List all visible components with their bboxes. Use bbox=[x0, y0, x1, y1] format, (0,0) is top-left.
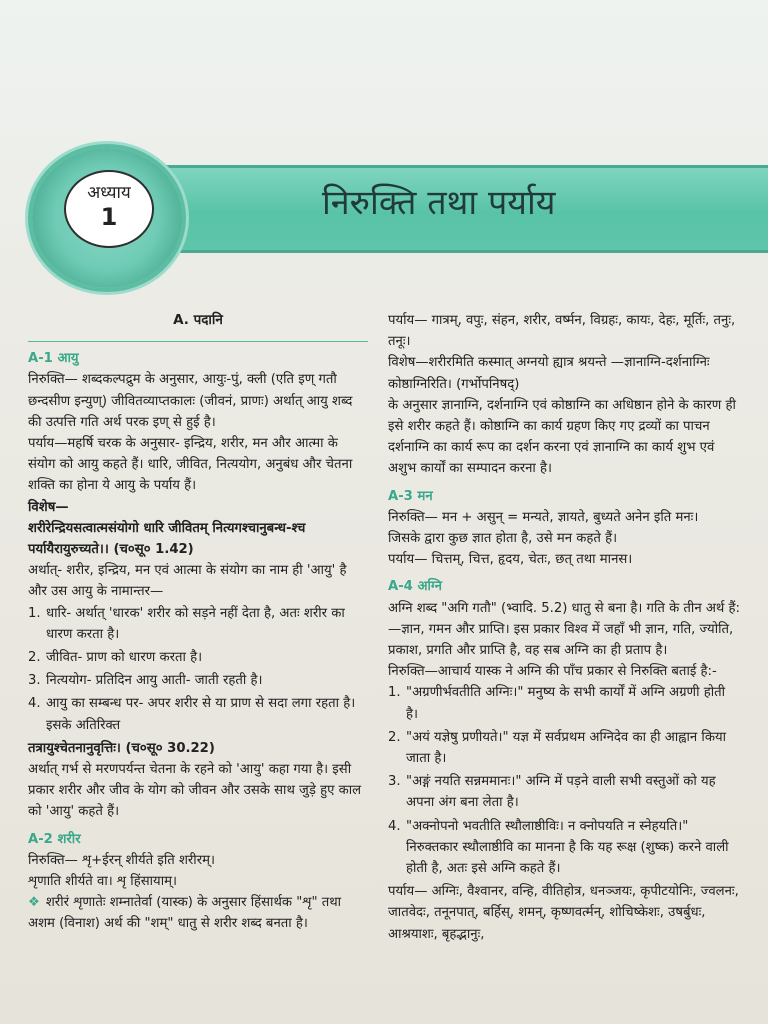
sharir-line2: शृणाति शीर्यते वा। शृ हिंसायाम्। bbox=[28, 874, 177, 890]
list-text: "अग्रणीर्भवतीति अग्निः।" मनुष्य के सभी कार्यों में अग्नि अग्रणी होती है। bbox=[406, 685, 726, 722]
man-paryay: पर्याय— चित्तम्, चित्त, हृदय, चेतः, छत् तथा मानस। bbox=[388, 552, 633, 568]
list-number: 2. bbox=[28, 650, 41, 666]
man-line2: जिसके द्वारा कुछ ज्ञात होता है, उसे मन कहते हैं। bbox=[388, 531, 618, 547]
list-text: "अक्नोपनो भवतीति स्थौलाष्ठीविः। न क्नोपयति न स्नेहयति।" निरुक्तकार स्थौलाष्ठीवि का मानना है कि यह रूक्ष (शुष्क) करने वाली होती है, अतः इसे अग्नि कहते हैं। bbox=[406, 818, 729, 877]
list-text: जीवित- प्राण को धारण करता है। bbox=[46, 650, 203, 666]
ayu-vishesh-label: विशेष— bbox=[28, 499, 69, 515]
list-text: "अयं यज्ञेषु प्रणीयते।" यज्ञ में सर्वप्रथम अग्निदेव का ही आह्वान किया जाता है। bbox=[406, 729, 727, 767]
section-title-agni: A-4 अग्नि bbox=[388, 579, 442, 595]
sharir-nirukti: निरुक्ति— शृ+ईरन् शीर्यते इति शरीरम्। bbox=[28, 852, 216, 868]
list-item bbox=[28, 647, 368, 668]
agni-nirukti-list bbox=[388, 682, 740, 879]
ayu-synonym-list bbox=[28, 603, 368, 736]
section-title-ayu: A-1 आयु bbox=[28, 351, 79, 367]
ayu-paryay: पर्याय—महर्षि चरक के अनुसार- इन्द्रिय, शरीर, मन और आत्मा के संयोग को आयु कहते हैं। धारि, जीवित, नित्ययोग, अनुबंध और चेतना शक्ति का होना ये आयु के पर्याय हैं। bbox=[28, 436, 353, 494]
list-number: 4. bbox=[388, 818, 401, 834]
chapter-number: 1 bbox=[100, 203, 118, 231]
ayu-shloka: शरीरेन्द्रियसत्वात्मसंयोगो धारि जीवितम् नित्यगश्चानुबन्ध-श्च पर्यायैरायुरुच्यते।। (च०सू० 1.42) bbox=[28, 520, 306, 558]
list-number: 2. bbox=[388, 729, 401, 745]
agni-nirukti: निरुक्ति—आचार्य यास्क ने अग्नि की पाँच प्रकार से निरुक्ति बताई है:- bbox=[388, 664, 717, 680]
list-text: नित्ययोग- प्रतिदिन आयु आती- जाती रहती है। bbox=[46, 673, 263, 689]
list-number: 3. bbox=[28, 673, 41, 689]
section-title-sharir: A-2 शरीर bbox=[28, 831, 81, 847]
list-item bbox=[388, 727, 740, 769]
ayu-tantra-shloka: तत्रायुश्चेतनानुवृत्तिः। (च०सू० 30.22) bbox=[28, 740, 215, 756]
sharir-paryay: पर्याय— गात्रम्, वपुः, संहन, शरीर, वर्ष्मन, विग्रहः, कायः, देहः, मूर्तिः, तनुः, तनूः। bbox=[388, 313, 736, 350]
diamond-bullet-icon: ❖ bbox=[28, 895, 40, 911]
list-item bbox=[28, 670, 368, 691]
ayu-arth: अर्थात्- शरीर, इन्द्रिय, मन एवं आत्मा के संयोग का नाम ही 'आयु' है और उस आयु के नामान्तर— bbox=[28, 563, 347, 600]
list-number: 3. bbox=[388, 774, 401, 790]
chapter-badge bbox=[64, 170, 154, 248]
section-heading-padani: A. पदानि bbox=[28, 310, 368, 342]
sharir-vishesh: विशेष—शरीरमिति कस्मात् अग्नयो ह्यात्र श्रयन्ते —ज्ञानाग्नि-दर्शनाग्निः कोष्ठाग्निरिति। (गर्भोपनिषद्) bbox=[388, 355, 710, 392]
right-column bbox=[388, 310, 740, 945]
list-text: आयु का सम्बन्ध पर- अपर शरीर से या प्राण से सदा लगा रहता है। इसके अतिरिक्त bbox=[46, 696, 356, 733]
list-text: "अङ्गं नयति सन्नममानः।" अग्नि में पड़ने वाली सभी वस्तुओं को यह अपना अंग बना लेता है। bbox=[406, 774, 716, 811]
sharir-bullet bbox=[28, 892, 368, 934]
list-item bbox=[388, 682, 740, 724]
chapter-title: निरुक्ति तथा पर्याय bbox=[322, 183, 556, 223]
list-text: धारि- अर्थात् 'धारक' शरीर को सड़ने नहीं देता है, अतः शरीर का धारण करता है। bbox=[46, 605, 345, 642]
left-column bbox=[28, 310, 368, 935]
sharir-bullet-text: शरीरं शृणातेः शम्नातेर्वा (यास्क) के अनुसार हिंसार्थक "शृ" तथा अशम (विनाश) अर्थ की "शम्" धातु से शरीर शब्द बनता है। bbox=[28, 895, 342, 932]
ayu-nirukti: निरुक्ति— शब्दकल्पद्रुम के अनुसार, आयुः-पुं, क्ली (एति इण् गतौ छन्दसीण इन्युण्) जीवितव्याप्तकालः (जीवनं, प्राणः) अर्थात् आयु शब्द की उत्पत्ति गति अर्थ परक इण् से हुई है। bbox=[28, 372, 353, 430]
agni-intro: अग्नि शब्द "अगि गतौ" (भ्वादि. 5.2) धातु से बना है। गति के तीन अर्थ हैं:—ज्ञान, गमन और प्राप्ति। इस प्रकार विश्व में जहाँ भी ज्ञान, गति, ज्योति, प्रकाश, प्रगति और प्राप्ति है, वह सब अग्नि का ही प्रताप है। bbox=[388, 600, 740, 659]
list-number: 4. bbox=[28, 696, 41, 712]
list-number: 1. bbox=[388, 685, 401, 701]
section-title-man: A-3 मन bbox=[388, 488, 433, 504]
agni-paryay: पर्याय— अग्निः, वैश्वानर, वन्हि, वीतिहोत्र, धनञ्जयः, कृपीटयोनिः, ज्वलनः, जातवेदः, तनूनपात्, बर्हिस्, शमन्, कृष्णवर्त्मन्, शोचिष्केशः, उषर्बुधः, आश्रयाशः, बृहद्भानुः, bbox=[388, 884, 739, 942]
list-item bbox=[28, 693, 368, 735]
sharir-vishesh-body: के अनुसार ज्ञानाग्नि, दर्शनाग्नि एवं कोष्ठाग्नि का अधिष्ठान होने के कारण ही इसे शरीर कहते हैं। कोष्ठाग्नि का कार्य ग्रहण किए गए द्रव्यों का पाचन दर्शनाग्नि का कार्य रूप का दर्शन करना एवं ज्ञानाग्नि का कार्य शुभ एवं अशुभ कार्यों का सम्पादन करना है। bbox=[388, 397, 736, 477]
chapter-label: अध्याय bbox=[87, 183, 131, 203]
man-nirukti: निरुक्ति— मन + असुन् = मन्यते, ज्ञायते, बुध्यते अनेन इति मनः। bbox=[388, 509, 699, 525]
list-item bbox=[28, 603, 368, 645]
ayu-closing: अर्थात् गर्भ से मरणपर्यन्त चेतना के रहने को 'आयु' कहा गया है। इसी प्रकार शरीर और जीव के योग को जीवन और उसके साथ जुड़े हुए काल को 'आयु' कहते हैं। bbox=[28, 762, 362, 820]
list-item bbox=[388, 771, 740, 813]
list-number: 1. bbox=[28, 605, 41, 621]
list-item bbox=[388, 816, 740, 880]
